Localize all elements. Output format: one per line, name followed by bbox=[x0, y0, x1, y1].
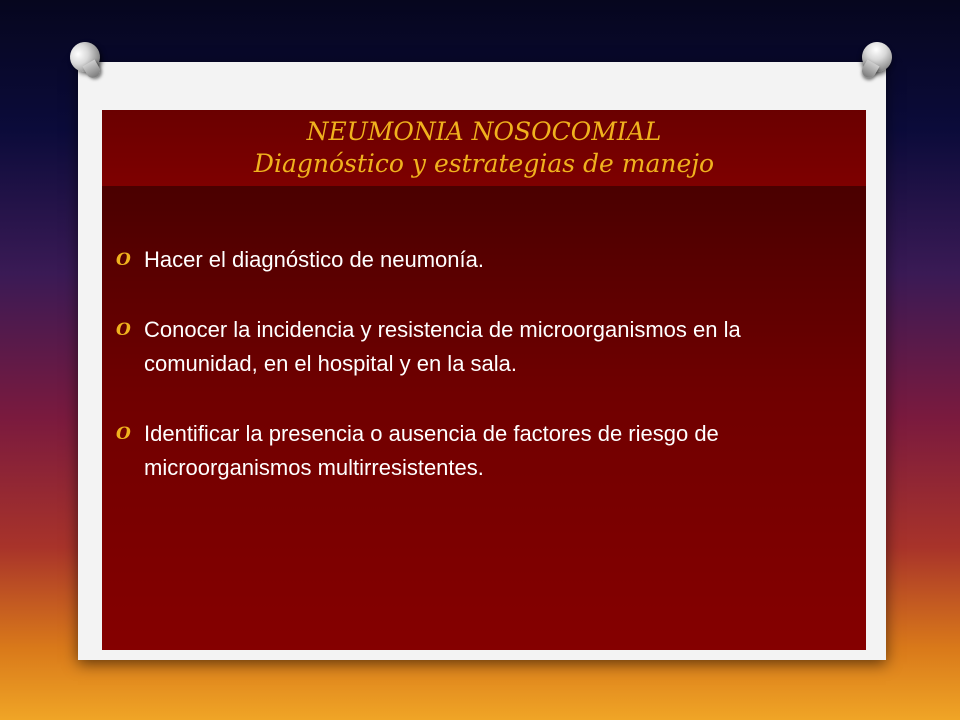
bullet-list bbox=[112, 243, 832, 521]
pushpin-icon bbox=[65, 37, 106, 78]
bullet-marker-icon: O bbox=[116, 250, 131, 270]
list-item bbox=[112, 417, 832, 485]
bullet-text: Identificar la presencia o ausencia de factores de riesgo de microorganismos multirresistentes. bbox=[144, 421, 719, 480]
bullet-marker-icon: O bbox=[116, 320, 131, 340]
content-panel bbox=[102, 186, 866, 650]
list-item bbox=[112, 313, 832, 381]
slide-title: NEUMONIA NOSOCOMIAL bbox=[306, 117, 662, 146]
title-band bbox=[102, 110, 866, 186]
pushpin-icon bbox=[857, 37, 898, 78]
list-item bbox=[112, 243, 832, 277]
bullet-marker-icon: O bbox=[116, 424, 131, 444]
bullet-text: Hacer el diagnóstico de neumonía. bbox=[144, 247, 484, 272]
bullet-text: Conocer la incidencia y resistencia de microorganismos en la comunidad, en el hospital y en la sala. bbox=[144, 317, 741, 376]
slide-subtitle: Diagnóstico y estrategias de manejo bbox=[253, 149, 715, 178]
